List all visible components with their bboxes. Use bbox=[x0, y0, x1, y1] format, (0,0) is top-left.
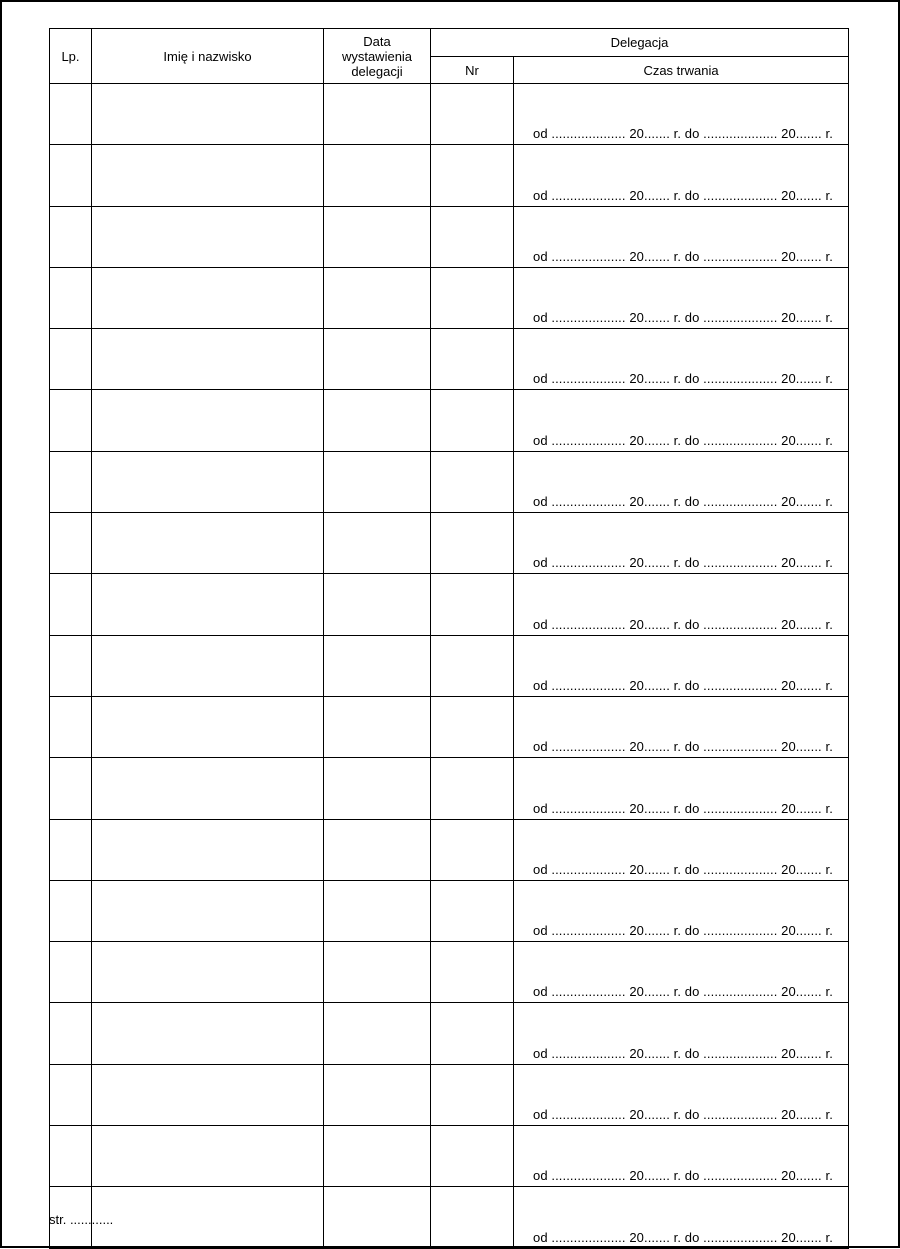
number-cell[interactable] bbox=[431, 206, 514, 267]
lp-cell[interactable] bbox=[50, 696, 92, 757]
lp-cell[interactable] bbox=[50, 84, 92, 145]
lp-cell[interactable] bbox=[50, 390, 92, 451]
name-cell[interactable] bbox=[92, 1187, 324, 1248]
lp-cell[interactable] bbox=[50, 451, 92, 512]
table-row bbox=[50, 390, 849, 451]
table-row bbox=[50, 635, 849, 696]
header-issue-date-line1: Data bbox=[363, 33, 391, 49]
table-body bbox=[50, 84, 849, 1249]
issue-date-cell[interactable] bbox=[324, 206, 431, 267]
number-cell[interactable] bbox=[431, 758, 514, 819]
name-cell[interactable] bbox=[92, 267, 324, 328]
duration-cell[interactable]: od .................... 20....... r. do .................... 20....... r. bbox=[514, 1126, 849, 1187]
table-row bbox=[50, 206, 849, 267]
name-cell[interactable] bbox=[92, 84, 324, 145]
lp-cell[interactable] bbox=[50, 758, 92, 819]
name-cell[interactable] bbox=[92, 696, 324, 757]
lp-cell[interactable] bbox=[50, 267, 92, 328]
name-cell[interactable] bbox=[92, 635, 324, 696]
name-cell[interactable] bbox=[92, 1003, 324, 1064]
issue-date-cell[interactable] bbox=[324, 880, 431, 941]
duration-cell[interactable]: od .................... 20....... r. do .................... 20....... r. bbox=[514, 696, 849, 757]
number-cell[interactable] bbox=[431, 574, 514, 635]
number-cell[interactable] bbox=[431, 84, 514, 145]
header-delegation: Delegacja bbox=[431, 29, 849, 57]
issue-date-cell[interactable] bbox=[324, 942, 431, 1003]
duration-cell[interactable]: od .................... 20....... r. do .................... 20....... r. bbox=[514, 84, 849, 145]
issue-date-cell[interactable] bbox=[324, 1064, 431, 1125]
table-row bbox=[50, 1187, 849, 1248]
lp-cell[interactable] bbox=[50, 329, 92, 390]
lp-cell[interactable] bbox=[50, 145, 92, 206]
duration-cell[interactable]: od .................... 20....... r. do .................... 20....... r. bbox=[514, 758, 849, 819]
header-number: Nr bbox=[431, 57, 514, 84]
table-row bbox=[50, 574, 849, 635]
delegation-register-table bbox=[49, 28, 849, 1249]
table-row bbox=[50, 451, 849, 512]
lp-cell[interactable] bbox=[50, 942, 92, 1003]
name-cell[interactable] bbox=[92, 819, 324, 880]
number-cell[interactable] bbox=[431, 390, 514, 451]
issue-date-cell[interactable] bbox=[324, 574, 431, 635]
lp-cell[interactable] bbox=[50, 1126, 92, 1187]
issue-date-cell[interactable] bbox=[324, 267, 431, 328]
number-cell[interactable] bbox=[431, 1126, 514, 1187]
table-row bbox=[50, 329, 849, 390]
number-cell[interactable] bbox=[431, 1003, 514, 1064]
name-cell[interactable] bbox=[92, 942, 324, 1003]
name-cell[interactable] bbox=[92, 574, 324, 635]
name-cell[interactable] bbox=[92, 145, 324, 206]
name-cell[interactable] bbox=[92, 513, 324, 574]
header-lp: Lp. bbox=[50, 29, 92, 84]
lp-cell[interactable] bbox=[50, 206, 92, 267]
name-cell[interactable] bbox=[92, 451, 324, 512]
table-row bbox=[50, 145, 849, 206]
issue-date-cell[interactable] bbox=[324, 1187, 431, 1248]
name-cell[interactable] bbox=[92, 880, 324, 941]
issue-date-cell[interactable] bbox=[324, 84, 431, 145]
duration-cell[interactable]: od .................... 20....... r. do .................... 20....... r. bbox=[514, 1187, 849, 1248]
lp-cell[interactable] bbox=[50, 819, 92, 880]
header-issue-date-line2: wystawienia bbox=[341, 48, 413, 64]
name-cell[interactable] bbox=[92, 1064, 324, 1125]
issue-date-cell[interactable] bbox=[324, 451, 431, 512]
duration-cell[interactable]: od .................... 20....... r. do .................... 20....... r. bbox=[514, 390, 849, 451]
header-issue-date bbox=[324, 29, 431, 84]
table-row bbox=[50, 758, 849, 819]
name-cell[interactable] bbox=[92, 329, 324, 390]
header-duration: Czas trwania bbox=[514, 57, 849, 84]
lp-cell[interactable] bbox=[50, 1064, 92, 1125]
duration-cell[interactable]: od .................... 20....... r. do .................... 20....... r. bbox=[514, 574, 849, 635]
table-row bbox=[50, 880, 849, 941]
table-row bbox=[50, 267, 849, 328]
number-cell[interactable] bbox=[431, 635, 514, 696]
table-row bbox=[50, 1064, 849, 1125]
issue-date-cell[interactable] bbox=[324, 1126, 431, 1187]
table-row bbox=[50, 942, 849, 1003]
number-cell[interactable] bbox=[431, 329, 514, 390]
duration-cell[interactable]: od .................... 20....... r. do .................... 20....... r. bbox=[514, 1064, 849, 1125]
number-cell[interactable] bbox=[431, 145, 514, 206]
name-cell[interactable] bbox=[92, 206, 324, 267]
lp-cell[interactable] bbox=[50, 513, 92, 574]
number-cell[interactable] bbox=[431, 942, 514, 1003]
number-cell[interactable] bbox=[431, 513, 514, 574]
table-row bbox=[50, 819, 849, 880]
number-cell[interactable] bbox=[431, 267, 514, 328]
table-row bbox=[50, 696, 849, 757]
number-cell[interactable] bbox=[431, 880, 514, 941]
issue-date-cell[interactable] bbox=[324, 635, 431, 696]
issue-date-cell[interactable] bbox=[324, 1003, 431, 1064]
lp-cell[interactable] bbox=[50, 1003, 92, 1064]
issue-date-cell[interactable] bbox=[324, 329, 431, 390]
table-row bbox=[50, 1003, 849, 1064]
duration-cell[interactable]: od .................... 20....... r. do .................... 20....... r. bbox=[514, 1003, 849, 1064]
duration-cell[interactable]: od .................... 20....... r. do .................... 20....... r. bbox=[514, 451, 849, 512]
issue-date-cell[interactable] bbox=[324, 819, 431, 880]
page-number-field: str. ............ bbox=[49, 1212, 114, 1227]
duration-cell[interactable]: od .................... 20....... r. do .................... 20....... r. bbox=[514, 329, 849, 390]
name-cell[interactable] bbox=[92, 390, 324, 451]
duration-cell[interactable]: od .................... 20....... r. do .................... 20....... r. bbox=[514, 267, 849, 328]
table-row bbox=[50, 1126, 849, 1187]
duration-cell[interactable]: od .................... 20....... r. do .................... 20....... r. bbox=[514, 880, 849, 941]
issue-date-cell[interactable] bbox=[324, 758, 431, 819]
lp-cell[interactable] bbox=[50, 574, 92, 635]
issue-date-cell[interactable] bbox=[324, 696, 431, 757]
duration-cell[interactable]: od .................... 20....... r. do .................... 20....... r. bbox=[514, 635, 849, 696]
issue-date-cell[interactable] bbox=[324, 390, 431, 451]
lp-cell[interactable] bbox=[50, 635, 92, 696]
issue-date-cell[interactable] bbox=[324, 145, 431, 206]
name-cell[interactable] bbox=[92, 1126, 324, 1187]
number-cell[interactable] bbox=[431, 819, 514, 880]
duration-cell[interactable]: od .................... 20....... r. do .................... 20....... r. bbox=[514, 819, 849, 880]
number-cell[interactable] bbox=[431, 696, 514, 757]
duration-cell[interactable]: od .................... 20....... r. do .................... 20....... r. bbox=[514, 942, 849, 1003]
issue-date-cell[interactable] bbox=[324, 513, 431, 574]
table-row bbox=[50, 513, 849, 574]
duration-cell[interactable]: od .................... 20....... r. do .................... 20....... r. bbox=[514, 145, 849, 206]
lp-cell[interactable] bbox=[50, 880, 92, 941]
name-cell[interactable] bbox=[92, 758, 324, 819]
number-cell[interactable] bbox=[431, 451, 514, 512]
header-issue-date-line3: delegacji bbox=[351, 63, 403, 79]
number-cell[interactable] bbox=[431, 1187, 514, 1248]
number-cell[interactable] bbox=[431, 1064, 514, 1125]
duration-cell[interactable]: od .................... 20....... r. do .................... 20....... r. bbox=[514, 206, 849, 267]
table-row bbox=[50, 84, 849, 145]
duration-cell[interactable]: od .................... 20....... r. do .................... 20....... r. bbox=[514, 513, 849, 574]
header-name: Imię i nazwisko bbox=[92, 29, 324, 84]
